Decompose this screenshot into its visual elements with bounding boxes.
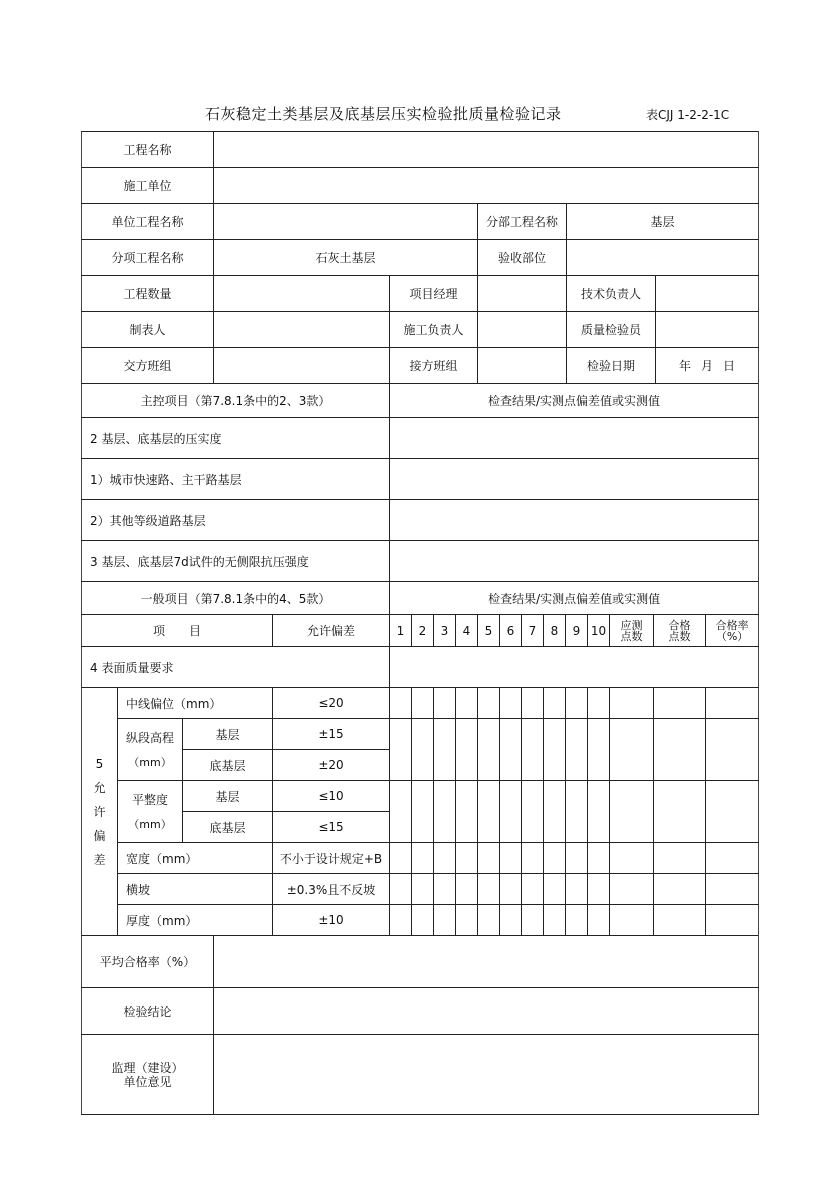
flatness-label-line: 平整度 xyxy=(131,793,168,807)
col-item-header: 项 目 xyxy=(82,615,273,647)
thickness-tolerance: ±10 xyxy=(273,905,390,936)
point-cell[interactable] xyxy=(390,781,412,843)
point-cell[interactable] xyxy=(390,688,412,719)
main-control-item-label: 2）其他等级道路基层 xyxy=(82,500,390,541)
passed-points-cell[interactable] xyxy=(654,781,706,843)
point-cell[interactable] xyxy=(478,874,500,905)
point-cell[interactable] xyxy=(456,781,478,843)
unit-project-field[interactable] xyxy=(214,204,478,240)
col-passed-points-header xyxy=(654,615,706,647)
point-cell[interactable] xyxy=(500,874,522,905)
point-cell[interactable] xyxy=(478,905,500,936)
header-line: 合格率 xyxy=(715,618,749,632)
point-cell[interactable] xyxy=(500,688,522,719)
project-name-label: 工程名称 xyxy=(82,132,214,168)
handover-team-label: 交方班组 xyxy=(82,348,214,384)
point-cell[interactable] xyxy=(588,905,610,936)
point-cell[interactable] xyxy=(566,688,588,719)
point-cell[interactable] xyxy=(544,843,566,874)
point-cell[interactable] xyxy=(588,688,610,719)
point-cell[interactable] xyxy=(390,905,412,936)
cross-slope-label: 横坡 xyxy=(118,874,273,905)
cross-slope-tolerance: ±0.3%且不反坡 xyxy=(273,874,390,905)
inspection-date-label: 检验日期 xyxy=(567,348,656,384)
point-number: 2 xyxy=(412,615,434,647)
required-points-cell[interactable] xyxy=(610,905,654,936)
centerline-tolerance: ≤20 xyxy=(273,688,390,719)
project-name-field[interactable] xyxy=(214,132,759,168)
point-number: 6 xyxy=(500,615,522,647)
pass-rate-cell[interactable] xyxy=(706,719,759,781)
conclusion-label: 检验结论 xyxy=(82,988,214,1035)
point-number: 7 xyxy=(522,615,544,647)
col-required-points-header xyxy=(610,615,654,647)
flatness-unit: （mm） xyxy=(128,818,172,831)
unit-project-label: 单位工程名称 xyxy=(82,204,214,240)
division-field[interactable]: 基层 xyxy=(567,204,759,240)
point-cell[interactable] xyxy=(456,905,478,936)
project-manager-label: 项目经理 xyxy=(390,276,478,312)
point-cell[interactable] xyxy=(478,781,500,843)
point-cell[interactable] xyxy=(434,719,456,781)
point-cell[interactable] xyxy=(412,843,434,874)
passed-points-cell[interactable] xyxy=(654,688,706,719)
construction-lead-label: 施工负责人 xyxy=(390,312,478,348)
point-cell[interactable] xyxy=(412,688,434,719)
point-cell[interactable] xyxy=(478,843,500,874)
pass-rate-cell[interactable] xyxy=(706,905,759,936)
receiving-team-label: 接方班组 xyxy=(390,348,478,384)
main-control-table xyxy=(81,383,759,582)
quantity-label: 工程数量 xyxy=(82,276,214,312)
point-cell[interactable] xyxy=(478,719,500,781)
elevation-base-label: 基层 xyxy=(183,719,273,750)
header-line: 点数 xyxy=(668,629,691,643)
flatness-base-tolerance: ≤10 xyxy=(273,781,390,812)
point-number: 3 xyxy=(434,615,456,647)
width-tolerance: 不小于设计规定+B xyxy=(273,843,390,874)
point-cell[interactable] xyxy=(522,843,544,874)
point-cell[interactable] xyxy=(566,843,588,874)
point-cell[interactable] xyxy=(522,781,544,843)
date-year: 年 xyxy=(679,359,692,373)
pass-rate-cell[interactable] xyxy=(706,843,759,874)
point-cell[interactable] xyxy=(412,719,434,781)
thickness-label: 厚度（mm） xyxy=(118,905,273,936)
point-cell[interactable] xyxy=(478,688,500,719)
main-control-item-value[interactable] xyxy=(390,500,759,541)
inspection-date-field[interactable] xyxy=(656,348,759,384)
point-cell[interactable] xyxy=(412,781,434,843)
handover-team-field[interactable] xyxy=(214,348,390,384)
point-cell[interactable] xyxy=(434,905,456,936)
supervision-label-line: 单位意见 xyxy=(123,1074,172,1089)
main-control-item-label: 2 基层、底基层的压实度 xyxy=(82,418,390,459)
subdivision-label: 分项工程名称 xyxy=(82,240,214,276)
required-points-cell[interactable] xyxy=(610,688,654,719)
main-control-header: 主控项目（第7.8.1条中的2、3款） xyxy=(82,384,390,418)
header-line: 合格 xyxy=(668,618,691,632)
conclusion-field[interactable] xyxy=(214,988,759,1035)
point-cell[interactable] xyxy=(566,719,588,781)
header-line: （%） xyxy=(715,629,749,643)
flatness-subbase-label: 底基层 xyxy=(183,812,273,843)
avg-pass-rate-field[interactable] xyxy=(214,936,759,988)
elevation-unit: （mm） xyxy=(128,756,172,769)
col-tolerance-header: 允许偏差 xyxy=(273,615,390,647)
flatness-subbase-tolerance: ≤15 xyxy=(273,812,390,843)
main-control-item-value[interactable] xyxy=(390,541,759,582)
required-points-cell[interactable] xyxy=(610,843,654,874)
point-cell[interactable] xyxy=(500,843,522,874)
surface-quality-value[interactable] xyxy=(390,647,759,688)
required-points-cell[interactable] xyxy=(610,719,654,781)
elevation-subbase-label: 底基层 xyxy=(183,750,273,781)
width-label: 宽度（mm） xyxy=(118,843,273,874)
required-points-cell[interactable] xyxy=(610,874,654,905)
date-month: 月 xyxy=(701,359,714,373)
contractor-label: 施工单位 xyxy=(82,168,214,204)
elevation-label-line: 纵段高程 xyxy=(125,731,174,745)
general-items-table xyxy=(81,581,759,936)
project-manager-field[interactable] xyxy=(478,276,567,312)
acceptance-part-label: 验收部位 xyxy=(478,240,567,276)
supervision-label xyxy=(82,1035,214,1115)
point-cell[interactable] xyxy=(544,874,566,905)
point-cell[interactable] xyxy=(566,874,588,905)
acceptance-part-field[interactable] xyxy=(567,240,759,276)
point-cell[interactable] xyxy=(412,874,434,905)
point-number: 5 xyxy=(478,615,500,647)
pass-rate-cell[interactable] xyxy=(706,781,759,843)
main-control-item-value[interactable] xyxy=(390,418,759,459)
contractor-field[interactable] xyxy=(214,168,759,204)
flatness-base-label: 基层 xyxy=(183,781,273,812)
main-control-item-value[interactable] xyxy=(390,459,759,500)
receiving-team-field[interactable] xyxy=(478,348,567,384)
point-cell[interactable] xyxy=(456,874,478,905)
point-number: 4 xyxy=(456,615,478,647)
point-cell[interactable] xyxy=(390,843,412,874)
point-cell[interactable] xyxy=(566,781,588,843)
point-cell[interactable] xyxy=(456,719,478,781)
point-cell[interactable] xyxy=(500,905,522,936)
point-cell[interactable] xyxy=(390,874,412,905)
point-cell[interactable] xyxy=(434,781,456,843)
point-cell[interactable] xyxy=(434,874,456,905)
pass-rate-cell[interactable] xyxy=(706,874,759,905)
group-char: 5 xyxy=(95,756,104,771)
subdivision-field[interactable]: 石灰土基层 xyxy=(214,240,478,276)
point-cell[interactable] xyxy=(522,688,544,719)
point-cell[interactable] xyxy=(456,843,478,874)
point-cell[interactable] xyxy=(522,874,544,905)
group-char: 差 xyxy=(93,852,106,867)
tolerance-group-label xyxy=(82,688,118,936)
point-cell[interactable] xyxy=(500,719,522,781)
required-points-cell[interactable] xyxy=(610,781,654,843)
quality-inspector-label: 质量检验员 xyxy=(567,312,656,348)
general-header: 一般项目（第7.8.1条中的4、5款） xyxy=(82,582,390,615)
general-result-header: 检查结果/实测点偏差值或实测值 xyxy=(390,582,759,615)
col-pass-rate-header xyxy=(706,615,759,647)
avg-pass-rate-label: 平均合格率（%） xyxy=(82,936,214,988)
point-cell[interactable] xyxy=(544,781,566,843)
construction-lead-field[interactable] xyxy=(478,312,567,348)
point-cell[interactable] xyxy=(566,905,588,936)
footer-table xyxy=(81,935,759,1115)
group-char: 允 xyxy=(93,780,106,795)
point-cell[interactable] xyxy=(456,688,478,719)
point-cell[interactable] xyxy=(412,905,434,936)
form-code: 表CJJ 1-2-2-1C xyxy=(646,108,730,122)
division-label: 分部工程名称 xyxy=(478,204,567,240)
surface-quality-label: 4 表面质量要求 xyxy=(82,647,390,688)
elevation-subbase-tolerance: ±20 xyxy=(273,750,390,781)
point-number: 1 xyxy=(390,615,412,647)
point-cell[interactable] xyxy=(500,781,522,843)
point-cell[interactable] xyxy=(522,905,544,936)
point-number: 10 xyxy=(588,615,610,647)
elevation-label xyxy=(118,719,183,781)
passed-points-cell[interactable] xyxy=(654,905,706,936)
main-control-item-label: 1）城市快速路、主干路基层 xyxy=(82,459,390,500)
info-table xyxy=(81,131,759,384)
point-cell[interactable] xyxy=(544,905,566,936)
main-control-result-header: 检查结果/实测点偏差值或实测值 xyxy=(390,384,759,418)
passed-points-cell[interactable] xyxy=(654,843,706,874)
point-number: 9 xyxy=(566,615,588,647)
centerline-label: 中线偏位（mm） xyxy=(118,688,273,719)
point-number: 8 xyxy=(544,615,566,647)
passed-points-cell[interactable] xyxy=(654,874,706,905)
point-cell[interactable] xyxy=(588,781,610,843)
header-line: 应测 xyxy=(620,618,643,632)
elevation-base-tolerance: ±15 xyxy=(273,719,390,750)
group-char: 许 xyxy=(93,804,106,819)
point-cell[interactable] xyxy=(522,719,544,781)
tech-lead-label: 技术负责人 xyxy=(567,276,656,312)
point-cell[interactable] xyxy=(434,843,456,874)
form-title: 石灰稳定土类基层及底基层压实检验批质量检验记录 xyxy=(205,105,562,123)
point-cell[interactable] xyxy=(434,688,456,719)
tech-lead-field[interactable] xyxy=(656,276,759,312)
date-day: 日 xyxy=(723,359,736,373)
point-cell[interactable] xyxy=(588,719,610,781)
supervision-label-line: 监理（建设） xyxy=(111,1060,184,1075)
main-control-item-label: 3 基层、底基层7d试件的无侧限抗压强度 xyxy=(82,541,390,582)
passed-points-cell[interactable] xyxy=(654,719,706,781)
header-line: 点数 xyxy=(620,629,643,643)
point-cell[interactable] xyxy=(544,719,566,781)
supervision-field[interactable] xyxy=(214,1035,759,1115)
quality-inspector-field[interactable] xyxy=(656,312,759,348)
point-cell[interactable] xyxy=(588,874,610,905)
group-char: 偏 xyxy=(93,828,106,843)
pass-rate-cell[interactable] xyxy=(706,688,759,719)
quantity-field[interactable] xyxy=(214,276,390,312)
tabulator-field[interactable] xyxy=(214,312,390,348)
point-cell[interactable] xyxy=(544,688,566,719)
point-cell[interactable] xyxy=(390,719,412,781)
tabulator-label: 制表人 xyxy=(82,312,214,348)
flatness-label xyxy=(118,781,183,843)
point-cell[interactable] xyxy=(588,843,610,874)
